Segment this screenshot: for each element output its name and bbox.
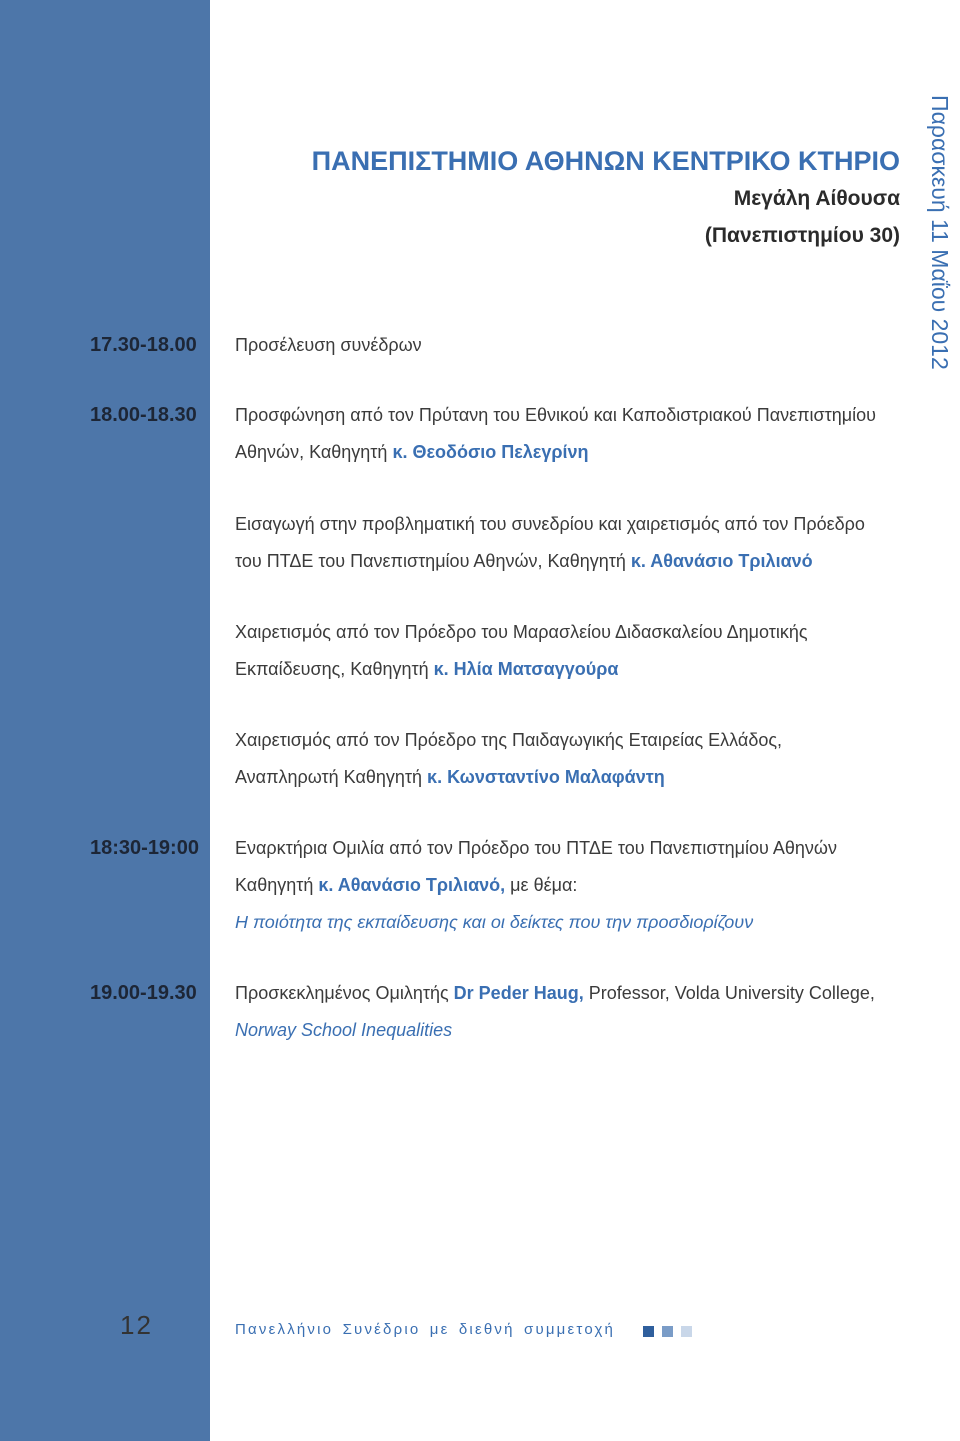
- session-description: [235, 327, 925, 364]
- venue-title: ΠΑΝΕΠΙΣΤΗΜΙΟ ΑΘΗΝΩΝ ΚΕΝΤΡΙΚΟ ΚΤΗΡΙΟ: [311, 146, 900, 176]
- sidebar-band: [0, 0, 210, 1441]
- conference-title: Πανελλήνιο Συνέδριο με διεθνή συμμετοχή: [235, 1321, 616, 1338]
- speaker-name: Dr Peder Haug,: [453, 983, 584, 1003]
- footer-marker-square: [662, 1326, 673, 1337]
- description-line: [235, 759, 925, 796]
- description-line: Εναρκτήρια Ομιλία από τον Πρόεδρο του ΠΤΔΕ του Πανεπιστημίου Αθηνών: [235, 838, 837, 858]
- description-line: [235, 543, 925, 580]
- speaker-name: κ. Αθανάσιο Τριλιανό,: [318, 875, 506, 895]
- description-text: Καθηγητή: [235, 875, 314, 895]
- footer-marker-square: [643, 1326, 654, 1337]
- description-text: με θέμα:: [510, 875, 578, 895]
- session-entry: [235, 830, 925, 941]
- session-entry: [235, 614, 925, 688]
- speaker-affiliation: Professor, Volda University College,: [588, 983, 875, 1003]
- description-line: Εισαγωγή στην προβληματική του συνεδρίου και χαιρετισμός από τον Πρόεδρο: [235, 514, 865, 534]
- side-date: Παρασκευή 11 Μαΐου 2012: [927, 95, 953, 370]
- speaker-name: κ. Θεοδόσιο Πελεγρίνη: [392, 442, 589, 462]
- lecture-topic: Norway School Inequalities: [235, 1020, 453, 1040]
- speaker-name: κ. Κωνσταντίνο Μαλαφάντη: [427, 767, 665, 787]
- speaker-name: κ. Αθανάσιο Τριλιανό: [630, 551, 813, 571]
- description-text: Αναπληρωτή Καθηγητή: [235, 767, 423, 787]
- session-entry: [235, 975, 925, 1049]
- venue-address: (Πανεπιστημίου 30): [704, 224, 900, 247]
- session-time: 17.30-18.00: [90, 334, 197, 356]
- description-text: Αθηνών, Καθηγητή: [235, 442, 388, 462]
- description-line: Χαιρετισμός από τον Πρόεδρο του Μαρασλείου Διδασκαλείου Δημοτικής: [235, 622, 808, 642]
- description-line: Προσέλευση συνέδρων: [235, 335, 422, 355]
- lecture-topic: Η ποιότητα της εκπαίδευσης και οι δείκτες που την προσδιορίζουν: [235, 912, 754, 932]
- description-line: [235, 434, 925, 471]
- session-entry: [235, 506, 925, 580]
- description-text: Προσκεκλημένος Ομιλητής: [235, 983, 449, 1003]
- session-time: 18.00-18.30: [90, 404, 197, 426]
- session-time: 19.00-19.30: [90, 982, 197, 1004]
- description-line: [235, 651, 925, 688]
- session-time: 18:30-19:00: [90, 837, 199, 859]
- footer-marker-square: [681, 1326, 692, 1337]
- session-entry: [235, 722, 925, 796]
- description-line: Προσφώνηση από τον Πρύτανη του Εθνικού και Καποδιστριακού Πανεπιστημίου: [235, 405, 877, 425]
- description-line: [235, 975, 925, 1012]
- venue-header: [312, 143, 900, 254]
- description-text: του ΠΤΔΕ του Πανεπιστημίου Αθηνών, Καθηγητή: [235, 551, 626, 571]
- hall-name: Μεγάλη Αίθουσα: [733, 187, 900, 210]
- page-number: 12: [120, 1310, 153, 1340]
- description-text: Εκπαίδευσης, Καθηγητή: [235, 659, 429, 679]
- speaker-name: κ. Ηλία Ματσαγγούρα: [433, 659, 619, 679]
- description-line: [235, 867, 925, 904]
- description-line: Χαιρετισμός από τον Πρόεδρο της Παιδαγωγικής Εταιρείας Ελλάδος,: [235, 730, 783, 750]
- session-entry: [235, 397, 925, 471]
